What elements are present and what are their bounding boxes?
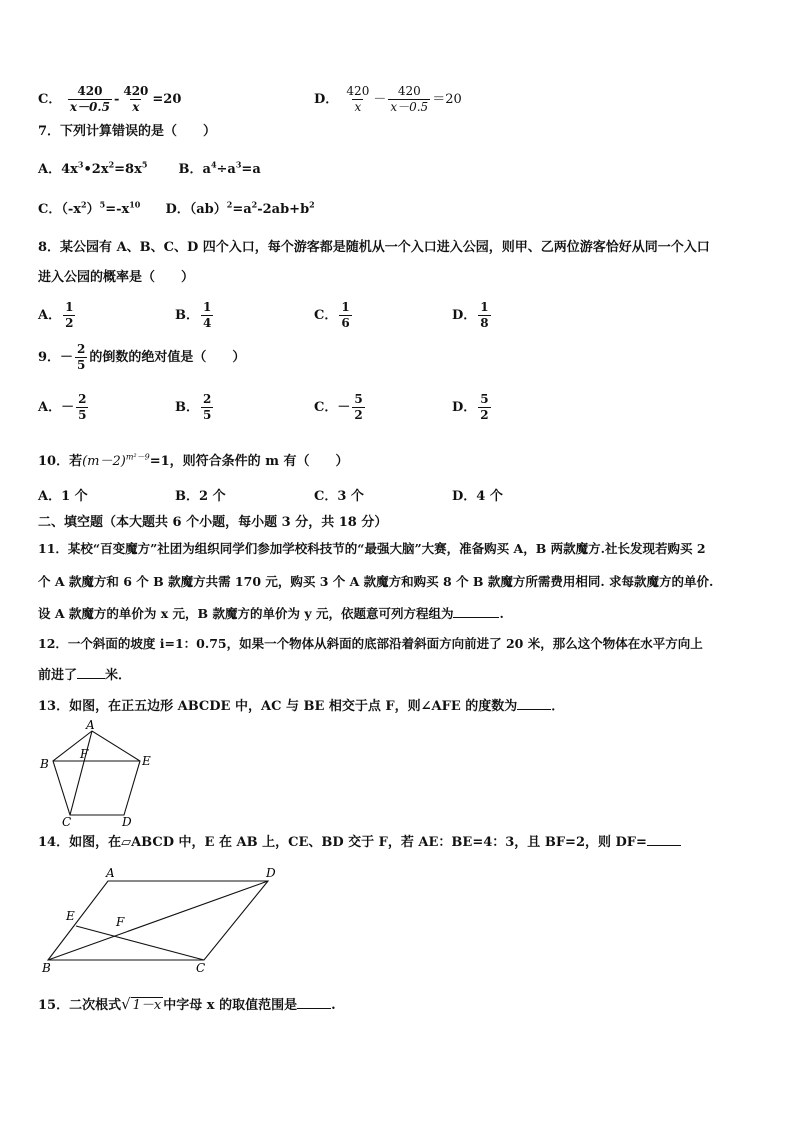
q10-option-c [314,487,364,507]
q10-a-text: 1 个 [61,489,88,504]
q7-c-text: ） [86,202,100,217]
q6-c-fraction-2: $\frac{420}{x}$ [123,84,149,114]
q8-d-label: D． [452,308,477,323]
q15-answer-blank[interactable] [297,994,331,1009]
q9-c-fraction: $\frac{5}{2}$ [354,392,363,422]
q10-rest: =1，则符合条件的 m 有（ ） [149,454,349,469]
q13-stem [38,695,564,717]
q7-c-exp: 10 [129,199,141,210]
q7-d-text: （ab） [189,202,227,217]
q9-d-fraction: $\frac{5}{2}$ [480,392,489,422]
q10-c-label: C． [314,489,338,504]
q10-base: (m－2) [82,454,126,469]
parallelogram-label-a: A [106,866,115,880]
q14-stem-text: 14．如图，在▱ABCD 中，E 在 AB 上，CE、BD 交于 F，若 AE：BE=4：3，且 BF=2，则 DF= [38,835,647,850]
parallelogram-label-c: C [196,961,206,975]
q10-prefix: 10．若 [38,454,83,469]
q8-stem-line-2: 进入公园的概率是（ ） [38,270,195,285]
q6-c-minus: - [113,92,120,107]
q10-a-label: A． [38,489,62,504]
parallelogram-label-e: E [66,909,75,923]
pentagon-label-d: D [122,815,132,826]
segment-ac [70,731,92,815]
q8-option-c [314,296,354,336]
q11-answer-blank[interactable] [453,603,499,618]
q9-option-b [175,388,215,428]
q7-c-label: C． [38,202,62,217]
q7-d-text: =a [232,202,252,217]
q10-option-a [38,487,88,507]
q11-line-3 [38,603,504,624]
section-heading-fill-in: 二、填空题（本大题共 6 个小题，每小题 3 分，共 18 分） [38,515,388,530]
q8-b-fraction: $\frac{1}{4}$ [203,300,212,330]
q6-option-d [314,84,462,114]
q9-d-label: D． [452,400,477,415]
parallelogram-label-b: B [42,961,51,975]
q10-option-d [452,487,503,507]
q11-line-3-text: 设 A 款魔方的单价为 x 元，B 款魔方的单价为 y 元，依题意可列方程组为 [38,606,454,621]
q7-a-text: =8x [114,162,142,177]
pentagon-figure [36,718,156,826]
q12-line-2-text: 前进了 [38,668,78,683]
q7-c-text: （-x [61,202,82,217]
q11-line-3-end: . [499,606,504,621]
q10-option-b [175,487,226,507]
q9-c-label: C． [314,400,338,415]
q7-b-label: B． [178,162,203,177]
q9-option-d [452,388,493,428]
q7-a-exp: 3 [77,159,84,170]
q7-row-ab [38,160,261,180]
q8-a-fraction: $\frac{1}{2}$ [65,300,74,330]
q6-option-c [38,84,181,114]
q10-stem [38,452,348,472]
q8-option-a [38,296,77,336]
q9-b-fraction: $\frac{2}{5}$ [203,392,212,422]
q15-radicand: 1－x [132,998,162,1013]
q9-prefix: 9．－ [38,350,74,365]
q6-d-minus: － [373,92,387,107]
q15-rest: 中字母 x 的取值范围是 [163,998,298,1013]
pentagon-label-c: C [62,815,72,826]
pentagon-outline [53,731,140,815]
sqrt-sign-icon: √ [121,995,131,1013]
pentagon-label-e: E [142,754,151,768]
q7-d-exp: 2 [226,199,233,210]
q9-option-a [38,388,90,428]
q7-c-text: =-x [105,202,130,217]
q7-stem: 7．下列计算错误的是（ ） [38,124,217,139]
q14-answer-blank[interactable] [647,831,681,846]
parallelogram-label-d: D [266,866,276,880]
q9-stem-fraction: $\frac{2}{5}$ [77,342,86,372]
q7-a-exp: 5 [141,159,148,170]
q7-row-cd [38,200,315,220]
q8-c-label: C． [314,308,338,323]
pentagon-label-a: A [86,718,95,732]
q7-b-exp: 4 [210,159,217,170]
q9-stem [38,338,245,378]
q10-d-text: 4 个 [476,489,503,504]
q9-c-sign: － [337,400,351,415]
q6-c-fraction-1: $\frac{420}{x-0.5}$ [69,84,110,114]
q15-end: . [331,998,336,1013]
q10-b-label: B． [175,489,199,504]
q6-d-equals: ＝20 [432,92,462,107]
q10-b-text: 2 个 [199,489,226,504]
pentagon-label-f: F [80,747,89,761]
q14-stem [38,831,681,853]
q7-d-text: -2ab+b [257,202,310,217]
q7-b-exp: 3 [235,159,242,170]
q13-stem-text: 13．如图，在正五边形 ABCDE 中，AC 与 BE 相交于点 F，则∠AFE 的度数为 [38,699,518,714]
q13-answer-blank[interactable] [517,695,551,710]
q10-d-label: D． [452,489,477,504]
q7-a-text: 4x [61,162,78,177]
q8-c-fraction: $\frac{1}{6}$ [341,300,350,330]
q10-c-text: 3 个 [337,489,364,504]
pentagon-label-b: B [40,757,49,771]
q7-a-exp: 2 [108,159,115,170]
q7-b-text: ÷a [216,162,236,177]
q8-b-label: B． [175,308,199,323]
q8-option-d [452,296,493,336]
q6-d-label: D． [314,92,339,107]
q7-d-exp: 2 [251,199,258,210]
q11-line-2: 个 A 款魔方和 6 个 B 款魔方共需 170 元，购买 3 个 A 款魔方和购买 8 个 B 款魔方所需费用相同. 求每款魔方的单价. [38,574,714,589]
q12-line-2-unit: 米． [105,668,132,683]
q11-line-1: 11．某校“百变魔方”社团为组织同学们参加学校科技节的“最强大脑”大赛，准备购买 A，B 两款魔方.社长发现若购买 2 [38,541,706,556]
q10-exponent: m²－9 [125,452,150,462]
q12-line-2 [38,664,131,686]
q7-d-exp: 2 [309,199,315,210]
q8-option-b [175,296,215,336]
q7-a-text: •2x [83,162,109,177]
q9-b-label: B． [175,400,199,415]
q6-c-label: C． [38,92,62,107]
q9-a-label: A． [38,400,62,415]
q7-c-exp: 2 [81,199,87,210]
q6-d-fraction-1: $\frac{420}{x}$ [346,84,370,114]
q13-stem-end: ． [551,699,565,714]
q15-prefix: 15．二次根式 [38,998,122,1013]
q7-d-label: D． [165,202,190,217]
parallelogram-figure [36,862,286,976]
q8-d-fraction: $\frac{1}{8}$ [480,300,489,330]
parallelogram-label-f: F [116,915,125,929]
q9-stem-rest: 的倒数的绝对值是（ ） [89,350,246,365]
q6-d-fraction-2: $\frac{420}{x-0.5}$ [390,84,429,114]
q9-a-sign: － [61,400,75,415]
q9-option-c [314,388,367,428]
q7-b-text: =a [241,162,261,177]
q8-stem-line-1: 8．某公园有 A、B、C、D 四个入口，每个游客都是随机从一个入口进入公园，则甲、乙两位游客恰好从同一个入口 [38,240,710,255]
q7-b-text: a [202,162,211,177]
q12-answer-blank[interactable] [77,664,105,679]
q15-stem [38,992,336,1016]
q7-a-label: A． [38,162,62,177]
q6-c-equals: =20 [152,92,182,107]
q12-line-1: 12．一个斜面的坡度 i=1：0.75，如果一个物体从斜面的底部沿着斜面方向前进了 20 米，那么这个物体在水平方向上 [38,636,703,651]
q9-a-fraction: $\frac{2}{5}$ [78,392,87,422]
q7-c-exp: 5 [99,199,106,210]
q8-a-label: A． [38,308,62,323]
